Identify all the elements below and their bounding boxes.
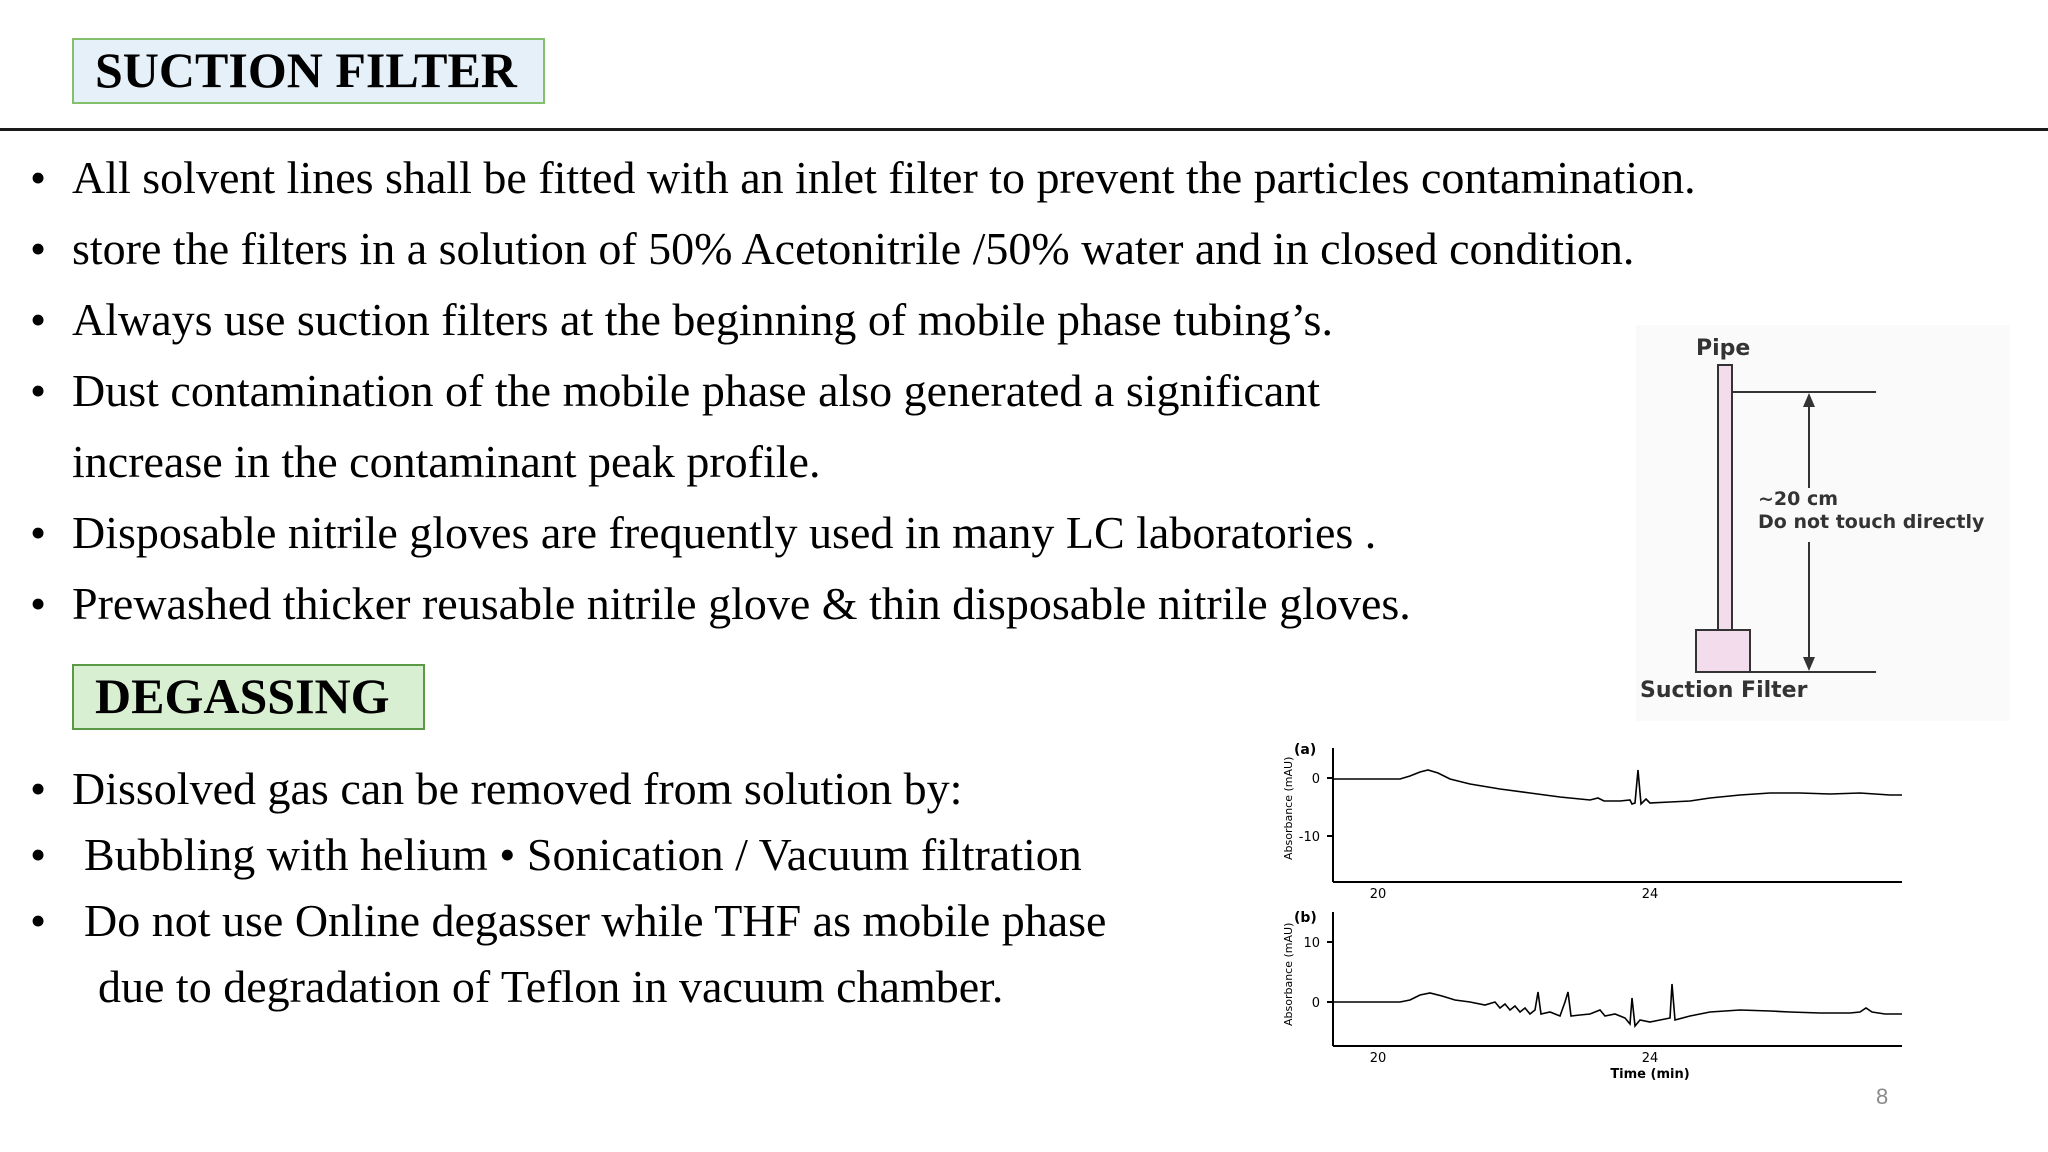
panel-a-ylabel: Absorbance (mAU) [1282,756,1295,860]
bullet-text: Do not use Online degasser while THF as mobile phase [84,895,1107,946]
bullet-item [30,568,1696,639]
bullet-text: Dust contamination of the mobile phase also generated a significant [72,365,1321,416]
bullet-dot: • [30,829,47,880]
panel-b-ytick-label: 10 [1303,936,1320,951]
bullet-text: Prewashed thicker reusable nitrile glove & thin disposable nitrile gloves. [72,578,1411,629]
bullet-dot: • [30,365,47,416]
panel-a-trace [1333,770,1902,804]
panel-b-ytick-label: 0 [1311,996,1320,1011]
bullet-dot: • [30,507,47,558]
bullet-dot: • [30,763,47,814]
panel-a-label: (a) [1294,742,1317,758]
bullet-dot: • [30,895,47,946]
panel-b-xtick-label: 20 [1369,1051,1387,1066]
bullet-item [30,888,1106,954]
bullet-item [30,284,1696,355]
panel-a-ytick-label: 0 [1311,772,1320,787]
filter-label: Suction Filter [1640,678,1808,703]
bullet-text: All solvent lines shall be fitted with an inlet filter to prevent the particles contamination. [72,152,1696,203]
panel-a-xtick-label: 20 [1369,887,1387,902]
bullet-text: Bubbling with helium • Sonication / Vacuum filtration [84,829,1082,880]
bullet-text: Dissolved gas can be removed from solution by: [72,763,963,814]
bullet-dot: • [30,223,47,274]
slide-title [72,38,545,104]
bullet-item [30,355,1696,426]
bullet-dot: • [30,294,47,345]
bullet-continuation [30,954,1106,1020]
pipe-label: Pipe [1696,336,1751,361]
bullet-continuation [30,426,1696,497]
bullet-dot: • [30,578,47,629]
bullet-item [30,497,1696,568]
panel-a-xtick-label: 24 [1641,887,1659,902]
bullet-text: increase in the contaminant peak profile. [72,436,821,487]
suction-filter-diagram [1636,325,2010,721]
suction-filter-bullets [30,142,1696,639]
panel-a-ytick-label: -10 [1298,830,1320,845]
degassing-heading-text: DEGASSING [95,668,390,724]
bullet-text: store the filters in a solution of 50% Acetonitrile /50% water and in closed condition. [72,223,1635,274]
distance-label: ~20 cm [1758,488,1839,510]
pipe-shape [1718,365,1732,630]
slide-title-text: SUCTION FILTER [95,42,517,98]
panel-b-trace [1333,984,1902,1026]
note-label: Do not touch directly [1758,511,1985,533]
degassing-bullets [30,756,1106,1020]
bullet-item [30,213,1696,284]
bullet-item [30,822,1106,888]
arrow-head-up [1803,393,1815,407]
x-axis-title: Time (min) [1610,1067,1690,1082]
chromatogram-figure [1270,740,1910,1086]
arrow-head-down [1803,657,1815,671]
bullet-item [30,142,1696,213]
bullet-dot: • [30,152,47,203]
bullet-item [30,756,1106,822]
panel-b-ylabel: Absorbance (mAU) [1282,922,1295,1026]
title-divider [0,128,2048,131]
bullet-text: Disposable nitrile gloves are frequently used in many LC laboratories . [72,507,1377,558]
bullet-text: due to degradation of Teflon in vacuum chamber. [98,961,1004,1012]
panel-b-xtick-label: 24 [1641,1051,1659,1066]
degassing-heading [72,664,425,730]
filter-element [1696,630,1750,672]
page-number: 8 [1876,1084,1889,1109]
panel-b-label: (b) [1294,910,1317,926]
bullet-text: Always use suction filters at the beginning of mobile phase tubing’s. [72,294,1333,345]
